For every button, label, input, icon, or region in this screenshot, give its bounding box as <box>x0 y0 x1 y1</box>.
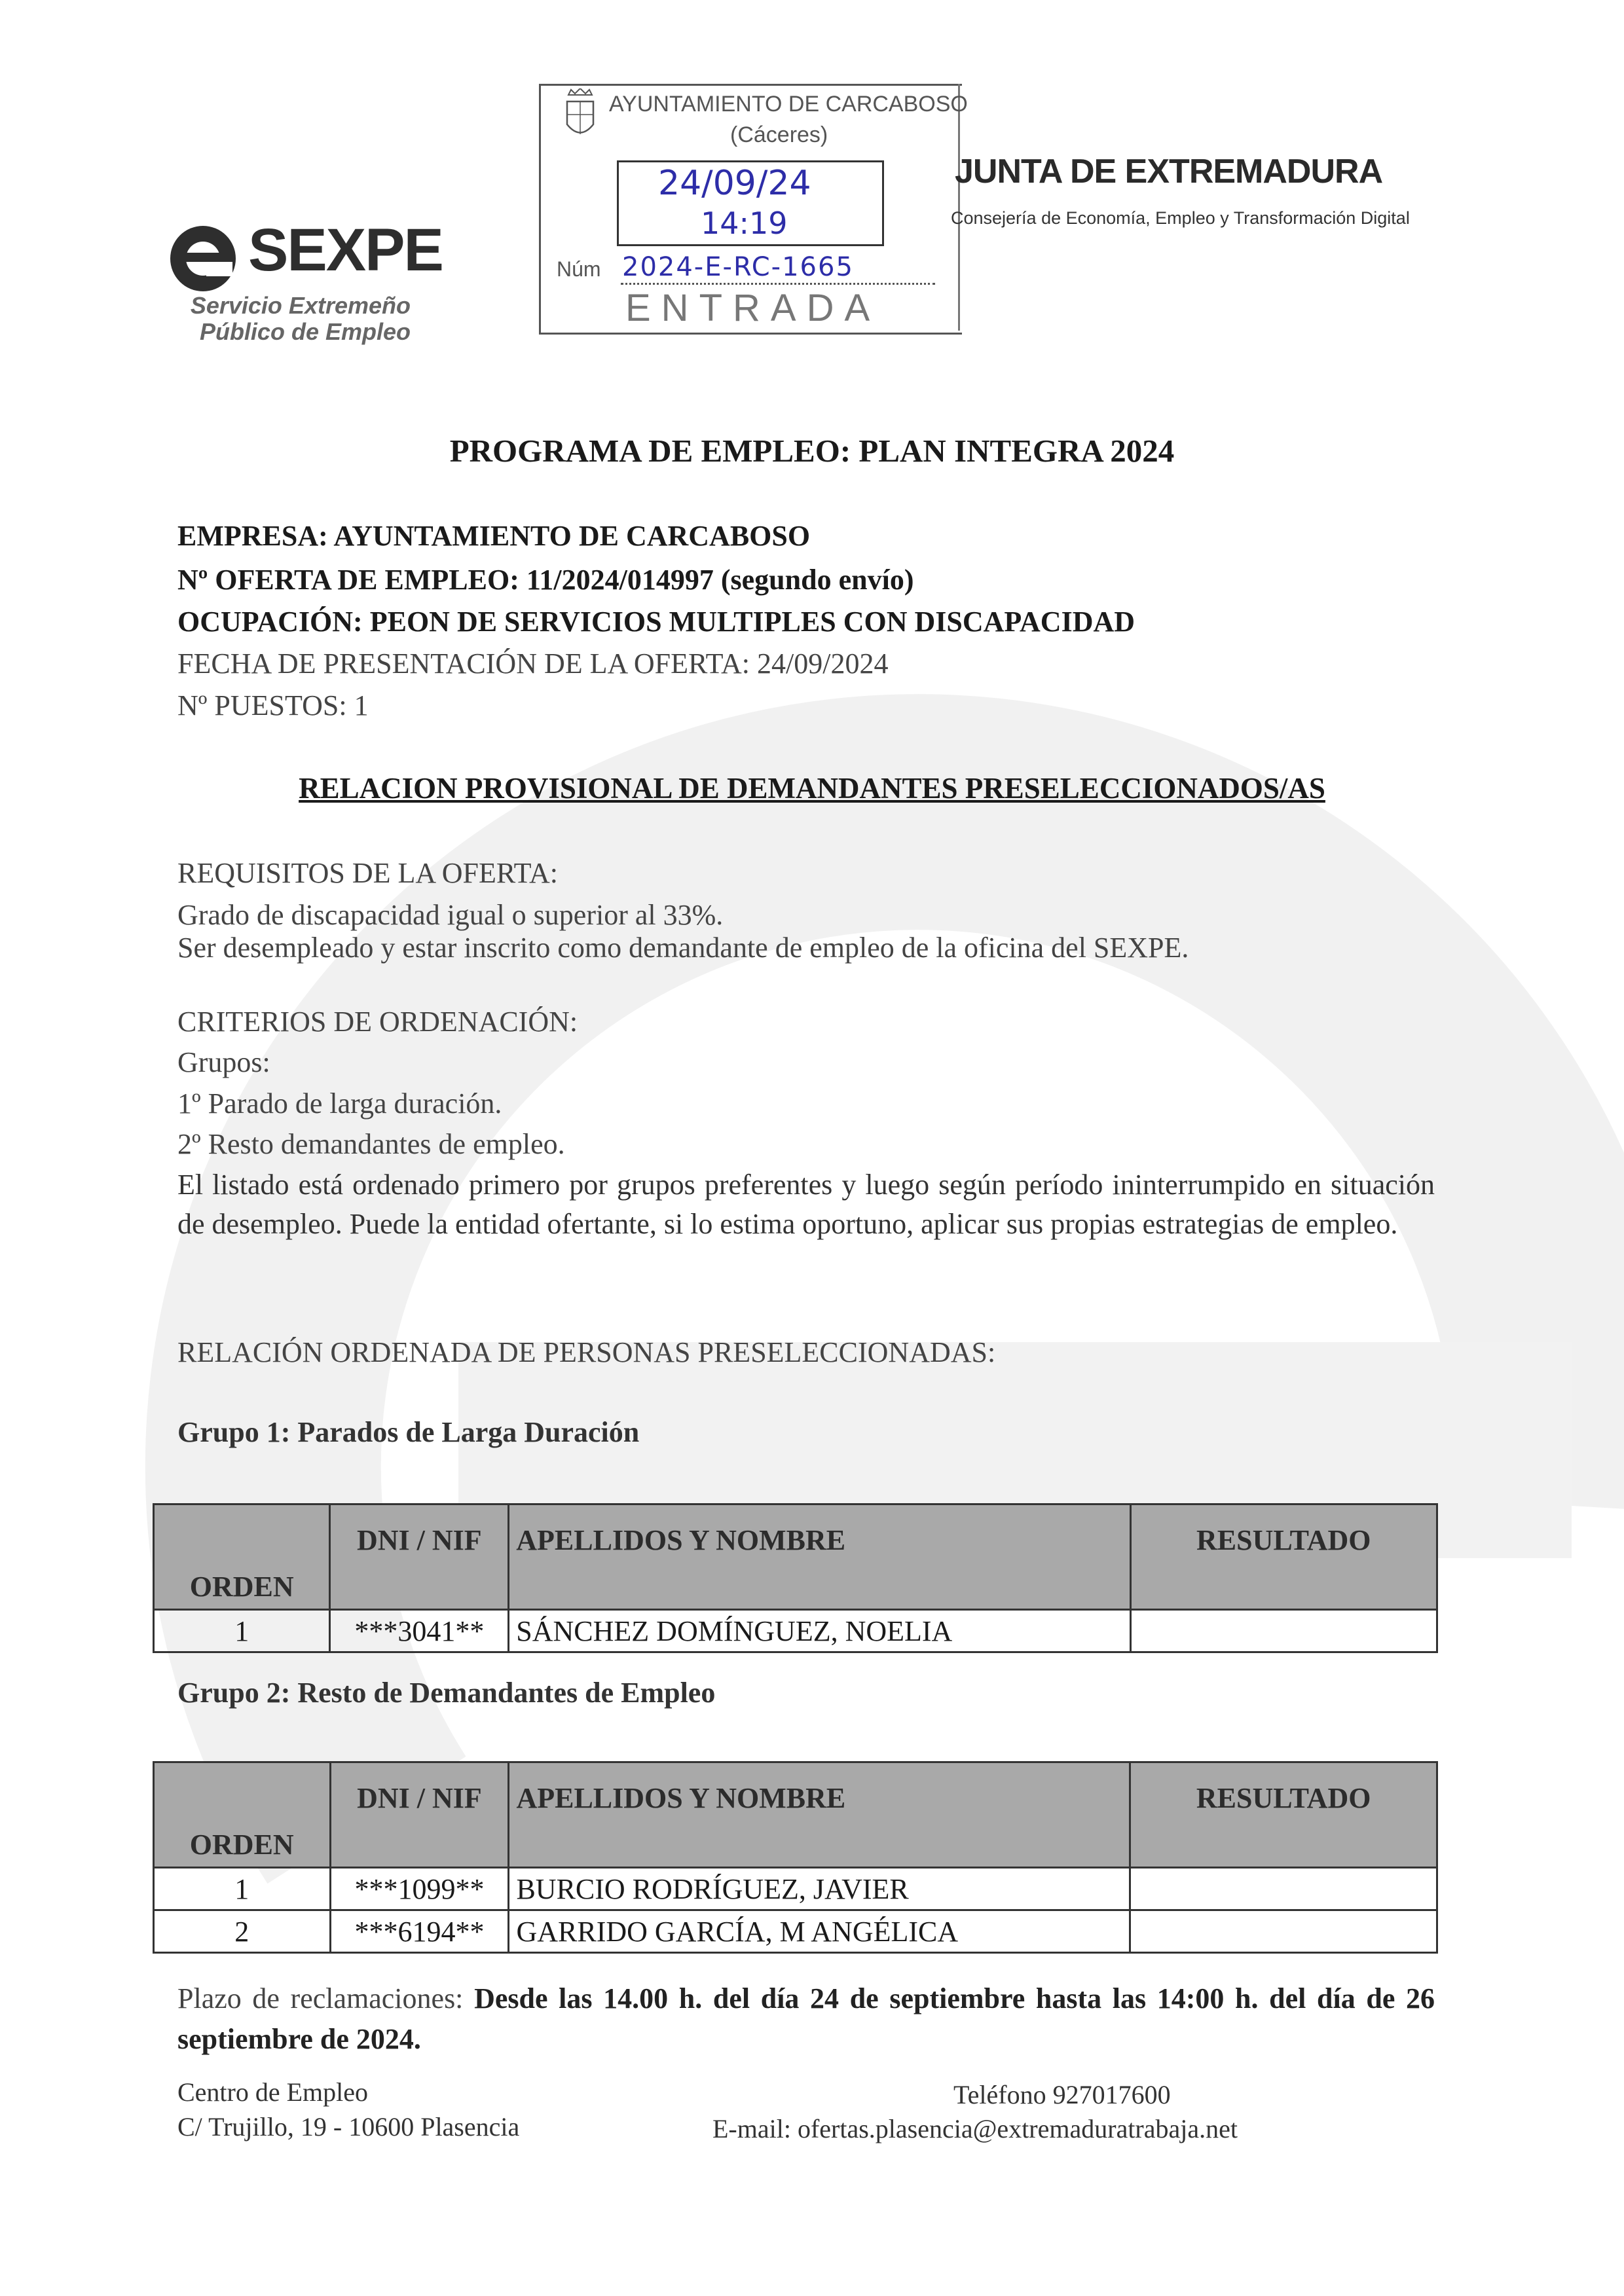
cell-dni: ***1099** <box>330 1868 509 1910</box>
footer-email[interactable]: E-mail: ofertas.plasencia@extremaduratrabaja.net <box>712 2114 1238 2143</box>
col-resultado: RESULTADO <box>1130 1762 1437 1868</box>
stamp-date: 24/09/24 <box>658 164 811 203</box>
col-resultado: RESULTADO <box>1130 1504 1437 1610</box>
sexpe-e-icon <box>167 223 239 295</box>
col-dni: DNI / NIF <box>330 1762 509 1868</box>
grupo2-table <box>153 1761 1438 1954</box>
cell-nombre: GARRIDO GARCÍA, M ANGÉLICA <box>509 1910 1130 1953</box>
stamp-city: (Cáceres) <box>730 122 828 147</box>
stamp-num-label: Núm <box>557 257 601 281</box>
sexpe-logo-word: SEXPE <box>248 217 443 283</box>
cell-dni: ***6194** <box>330 1910 509 1953</box>
col-nombre: APELLIDOS Y NOMBRE <box>509 1504 1130 1610</box>
offer-numero: Nº OFERTA DE EMPLEO: 11/2024/014997 (segundo envío) <box>177 564 914 596</box>
junta-title: JUNTA DE EXTREMADURA <box>955 153 1383 191</box>
footer-center: Centro de Empleo <box>177 2077 369 2107</box>
cell-orden: 2 <box>154 1910 331 1953</box>
cell-resultado <box>1130 1868 1437 1910</box>
plazo-text: Desde las 14.00 h. del día 24 de septiembre hasta las 14:00 h. del día de 26 septiembre de 2024. <box>177 1982 1435 2055</box>
page-title: PROGRAMA DE EMPLEO: PLAN INTEGRA 2024 <box>449 433 1175 469</box>
criterios-g1: 1º Parado de larga duración. <box>177 1087 502 1120</box>
offer-ocupacion: OCUPACIÓN: PEON DE SERVICIOS MULTIPLES CON DISCAPACIDAD <box>177 606 1135 638</box>
table-header-row <box>154 1762 1437 1868</box>
stamp-num-dots <box>621 283 935 285</box>
table-row <box>154 1868 1437 1910</box>
relacion-heading: RELACIÓN ORDENADA DE PERSONAS PRESELECCIONADAS: <box>177 1336 996 1368</box>
col-orden: ORDEN <box>154 1504 330 1610</box>
table-row <box>154 1610 1437 1652</box>
cell-orden: 1 <box>154 1610 330 1652</box>
stamp-edge <box>958 84 960 331</box>
requisitos-heading: REQUISITOS DE LA OFERTA: <box>177 857 558 889</box>
grupo1-table <box>153 1503 1438 1653</box>
sexpe-logo-line1: Servicio Extremeño <box>190 292 411 319</box>
offer-fecha: FECHA DE PRESENTACIÓN DE LA OFERTA: 24/09/2024 <box>177 647 889 680</box>
cell-resultado <box>1130 1910 1437 1953</box>
coat-of-arms-icon <box>563 88 597 141</box>
grupo2-title: Grupo 2: Resto de Demandantes de Empleo <box>177 1677 716 1709</box>
offer-empresa: EMPRESA: AYUNTAMIENTO DE CARCABOSO <box>177 520 811 552</box>
offer-puestos: Nº PUESTOS: 1 <box>177 689 369 721</box>
stamp-entrada: ENTRADA <box>625 287 881 329</box>
criterios-g2: 2º Resto demandantes de empleo. <box>177 1128 565 1160</box>
col-orden: ORDEN <box>154 1762 331 1868</box>
grupo1-title: Grupo 1: Parados de Larga Duración <box>177 1416 640 1448</box>
consejeria: Consejería de Economía, Empleo y Transformación Digital <box>951 208 1410 228</box>
cell-dni: ***3041** <box>330 1610 509 1652</box>
footer-phone: Teléfono 927017600 <box>953 2080 1171 2109</box>
criterios-heading: CRITERIOS DE ORDENACIÓN: <box>177 1006 578 1038</box>
stamp-org: AYUNTAMIENTO DE CARCABOSO <box>609 92 968 117</box>
section-subtitle: RELACION PROVISIONAL DE DEMANDANTES PRESELECCIONADOS/AS <box>299 772 1325 805</box>
cell-nombre: SÁNCHEZ DOMÍNGUEZ, NOELIA <box>509 1610 1130 1652</box>
sexpe-logo-line2: Público de Empleo <box>199 318 411 345</box>
col-dni: DNI / NIF <box>330 1504 509 1610</box>
col-nombre: APELLIDOS Y NOMBRE <box>509 1762 1130 1868</box>
plazo-paragraph <box>177 1978 1435 2060</box>
cell-orden: 1 <box>154 1868 331 1910</box>
cell-nombre: BURCIO RODRÍGUEZ, JAVIER <box>509 1868 1130 1910</box>
sexpe-logo <box>167 216 443 347</box>
requisitos-line1: Grado de discapacidad igual o superior al 33%. <box>177 899 724 931</box>
criterios-grupos: Grupos: <box>177 1046 270 1078</box>
table-header-row <box>154 1504 1437 1610</box>
stamp-time: 14:19 <box>701 206 788 241</box>
footer-address: C/ Trujillo, 19 - 10600 Plasencia <box>177 2112 520 2141</box>
table-row <box>154 1910 1437 1953</box>
criterios-text: El listado está ordenado primero por grupos preferentes y luego según período ininterrumpido en situación de desempleo. Puede la entidad ofertante, si lo estima oportuno, aplicar sus propias estrategias de empleo. <box>177 1169 1435 1240</box>
requisitos-line2: Ser desempleado y estar inscrito como demandante de empleo de la oficina del SEXPE. <box>177 932 1189 964</box>
cell-resultado <box>1130 1610 1437 1652</box>
stamp-num-value: 2024-E-RC-1665 <box>622 252 854 282</box>
plazo-label: Plazo de reclamaciones: <box>177 1982 464 2014</box>
